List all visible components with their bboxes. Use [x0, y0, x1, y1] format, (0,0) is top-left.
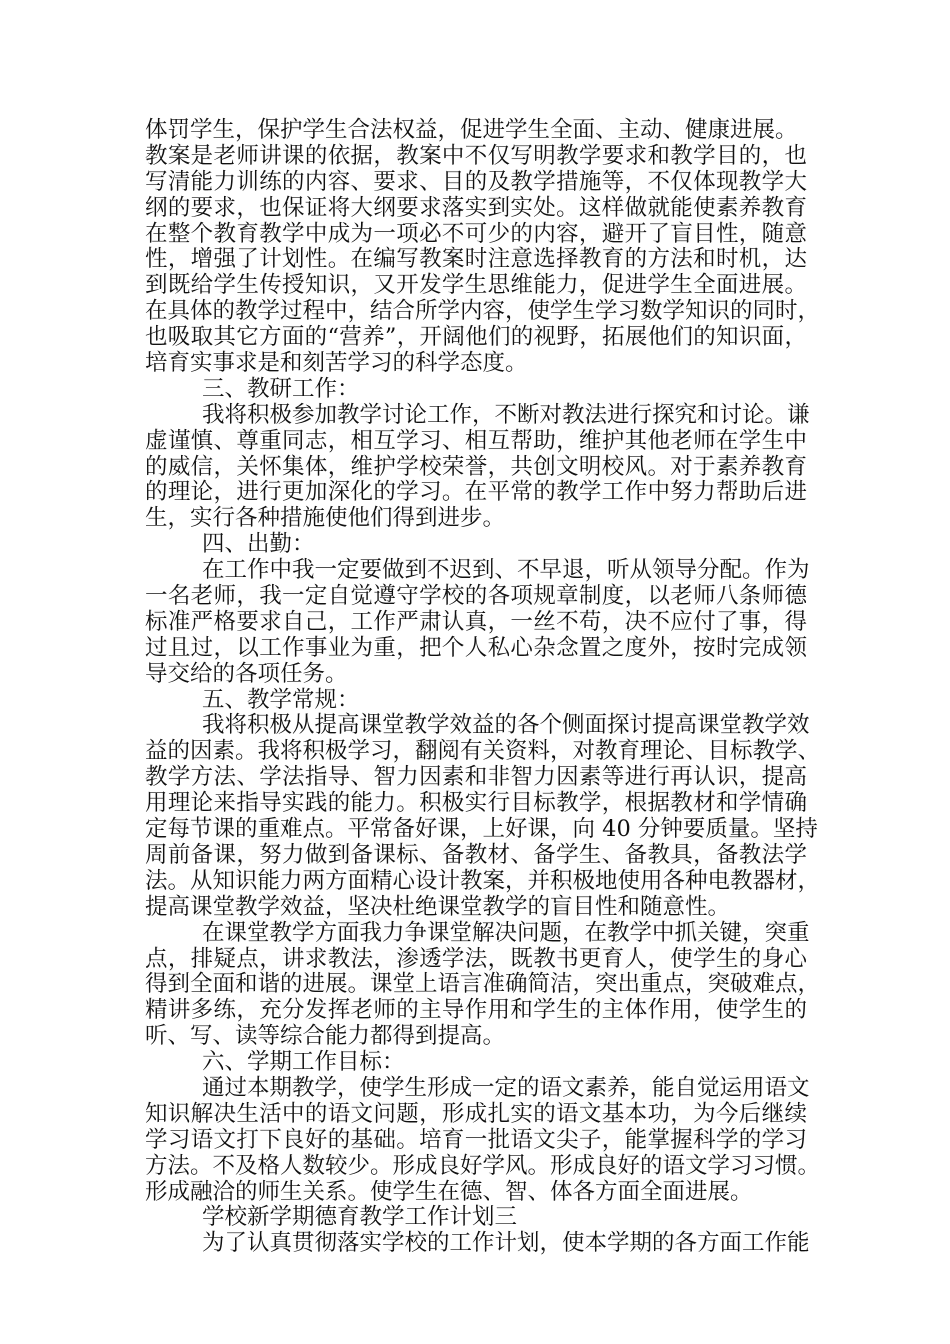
paragraph-last-line: 导交给的各项任务。	[145, 660, 348, 687]
body-text-line: 法。从知识能力两方面精心设计教案，并积极地使用各种电教器材，	[145, 867, 821, 894]
body-text-line: 纲的要求，也保证将大纲要求落实到实处。这样做就能使素养教育	[145, 194, 807, 221]
body-text-line: 在具体的教学过程中，结合所学内容，使学生学习数学知识的同时，	[145, 298, 821, 325]
paragraph-first-line: 在工作中我一定要做到不迟到、不早退，听从领导分配。作为	[202, 557, 810, 584]
section-heading: 四、出勤：	[202, 531, 315, 558]
paragraph-last-line: 生，实行各种措施使他们得到进步。	[145, 505, 506, 532]
paragraph-last-line: 培育实事求是和刻苦学习的科学态度。	[145, 350, 528, 377]
section-heading: 三、教研工作：	[202, 375, 360, 402]
body-text-line: 标准严格要求自己，工作严肃认真，一丝不苟，决不应付了事，得	[145, 608, 807, 635]
body-text-line: 得到全面和谐的进展。课堂上语言准确简洁，突出重点，突破难点，	[145, 971, 821, 998]
body-text-line: 性，增强了计划性。在编写教案时注意选择教育的方法和时机，达	[145, 246, 807, 273]
document-body	[145, 117, 821, 1257]
paragraph-last-line: 形成融洽的师生关系。使学生在德、智、体各方面全面进展。	[145, 1178, 753, 1205]
paragraph-last-line: 听、写、读等综合能力都得到提高。	[145, 1023, 506, 1050]
body-text-line: 也吸取其它方面的“营养”，开阔他们的视野，拓展他们的知识面，	[145, 324, 807, 351]
body-text-line: 写清能力训练的内容、要求、目的及教学措施等，不仅体现教学大	[145, 168, 807, 195]
section-heading: 六、学期工作目标：	[202, 1049, 405, 1076]
section-heading: 五、教学常规：	[202, 686, 360, 713]
body-text-line: 在整个教育教学中成为一项必不可少的内容，避开了盲目性，随意	[145, 220, 807, 247]
body-text-line: 的威信，关怀集体，维护学校荣誉，共创文明校风。对于素养教育	[145, 453, 807, 480]
body-text-line: 的理论，进行更加深化的学习。在平常的教学工作中努力帮助后进	[145, 479, 807, 506]
body-text-line: 点，排疑点，讲求教法，渗透学法，既教书更育人，使学生的身心	[145, 945, 807, 972]
paragraph-first-line: 通过本期教学，使学生形成一定的语文素养，能自觉运用语文	[202, 1074, 810, 1101]
body-text-line: 益的因素。我将积极学习，翻阅有关资料，对教育理论、目标教学、	[145, 738, 821, 765]
body-text-line: 精讲多练，充分发挥老师的主导作用和学生的主体作用，使学生的	[145, 997, 807, 1024]
paragraph-last-line: 体罚学生，保护学生合法权益，促进学生全面、主动、健康进展。	[145, 117, 798, 143]
paragraph-first-line: 我将积极从提高课堂教学效益的各个侧面探讨提高课堂教学效	[202, 712, 810, 739]
body-text-line: 虚谨慎、尊重同志，相互学习、相互帮助，维护其他老师在学生中	[145, 427, 807, 454]
body-text-line: 一名老师，我一定自觉遵守学校的各项规章制度，以老师八条师德	[145, 583, 807, 610]
body-text-line: 方法。不及格人数较少。形成良好学风。形成良好的语文学习习惯。	[145, 1152, 821, 1179]
paragraph-first-line: 我将积极参加教学讨论工作，不断对教法进行探究和讨论。谦	[202, 401, 810, 428]
body-text-line: 教案是老师讲课的依据，教案中不仅写明教学要求和教学目的，也	[145, 142, 807, 169]
body-text-line: 定每节课的重难点。平常备好课，上好课，向 40 分钟要质量。坚持	[145, 816, 818, 843]
body-text-line: 到既给学生传授知识，又开发学生思维能力，促进学生全面进展。	[145, 272, 807, 299]
body-text-line: 周前备课，努力做到备课标、备教材、备学生、备教具，备教法学	[145, 841, 807, 868]
section-heading: 学校新学期德育教学工作计划三	[202, 1204, 518, 1231]
body-text-line: 教学方法、学法指导、智力因素和非智力因素等进行再认识，提高	[145, 764, 807, 791]
body-text-line: 知识解决生活中的语文问题，形成扎实的语文基本功，为今后继续	[145, 1100, 807, 1127]
body-text-line: 过且过，以工作事业为重，把个人私心杂念置之度外，按时完成领	[145, 634, 807, 661]
body-text-line: 学习语文打下良好的基础。培育一批语文尖子，能掌握科学的学习	[145, 1126, 807, 1153]
paragraph-first-line: 为了认真贯彻落实学校的工作计划，使本学期的各方面工作能	[202, 1230, 810, 1257]
paragraph-first-line: 在课堂教学方面我力争课堂解决问题，在教学中抓关键，突重	[202, 919, 810, 946]
body-text-line: 用理论来指导实践的能力。积极实行目标教学，根据教材和学情确	[145, 790, 807, 817]
paragraph-last-line: 提高课堂教学效益，坚决杜绝课堂教学的盲目性和随意性。	[145, 893, 731, 920]
